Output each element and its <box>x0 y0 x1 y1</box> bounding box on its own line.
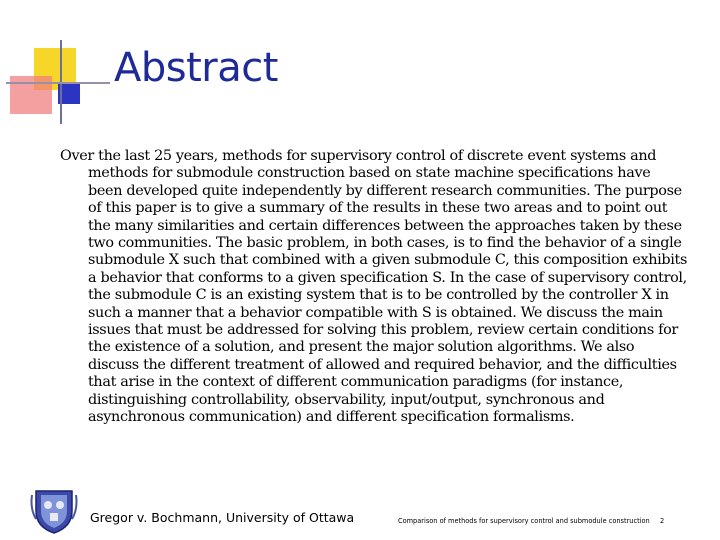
slide-title: Abstract <box>114 45 278 91</box>
footer-caption <box>398 517 664 525</box>
page-number: 2 <box>659 517 665 525</box>
university-seal-icon <box>30 485 78 535</box>
footer-caption-text: Comparison of methods for supervisory control and submodule construction <box>398 517 650 525</box>
footer-author: Gregor v. Bochmann, University of Ottawa <box>90 510 355 525</box>
corner-decoration <box>0 0 110 120</box>
abstract-text: Over the last 25 years, methods for supervisory control of discrete event systems and methods for submodule construction based on state machine specifications have been developed quite independently by different research communities. The purpose of this paper is to give a summary of the results in these two areas and to point out the many similarities and certain differences between the approaches taken by these two communities. The basic problem, in both cases, is to find the behavior of a single submodule X such that combined with a given submodule C, this composition exhibits a behavior that conforms to a given specification S. In the case of supervisory control, the submodule C is an existing system that is to be controlled by the controller X in such a manner that a behavior compatible with S is obtained. We discuss the main issues that must be addressed for solving this problem, review certain conditions for the existence of a solution, and present the major solution algorithms. We also discuss the different treatment of allowed and required behavior, and the difficulties that arise in the context of different communication paradigms (for instance, distinguishing controllability, observability, input/output, synchronous and asynchronous communication) and different specification formalisms. <box>60 148 687 426</box>
horizontal-rule <box>6 82 110 84</box>
